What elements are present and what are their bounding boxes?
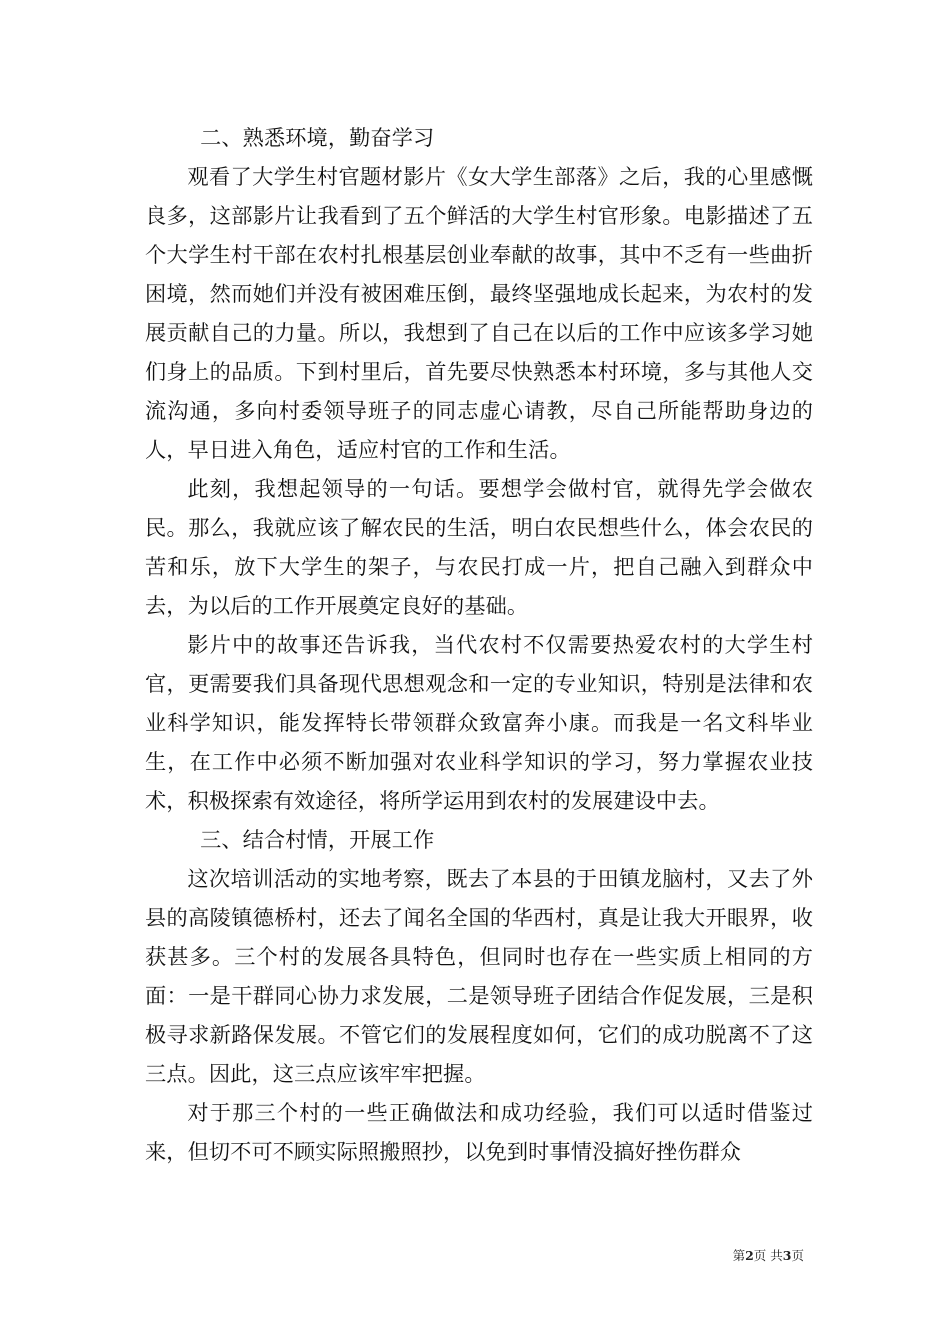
body-paragraph: 此刻，我想起领导的一句话。要想学会做村官，就得先学会做农民。那么，我就应该了解农民的生活，明白农民想些什么，体会农民的苦和乐，放下大学生的架子，与农民打成一片，把自己融入到群众中去，为以后的工作开展奠定良好的基础。 [145, 476, 813, 618]
body-paragraph: 这次培训活动的实地考察，既去了本县的于田镇龙脑村，又去了外县的高陵镇德桥村，还去了闻名全国的华西村，真是让我大开眼界，收获甚多。三个村的发展各具特色，但同时也存在一些实质上相同的方面：一是干群同心协力求发展，二是领导班子团结合作促发展，三是积极寻求新路保发展。不管它们的发展程度如何，它们的成功脱离不了这三点。因此，这三点应该牢牢把握。 [145, 866, 813, 1086]
footer-current-page: 2 [745, 1248, 754, 1263]
body-paragraph: 对于那三个村的一些正确做法和成功经验，我们可以适时借鉴过来，但切不可不顾实际照搬照抄，以免到时事情没搞好挫伤群众 [145, 1100, 813, 1164]
page-number-footer [733, 1246, 804, 1264]
body-paragraph: 影片中的故事还告诉我，当代农村不仅需要热爱农村的大学生村官，更需要我们具备现代思想观念和一定的专业知识，特别是法律和农业科学知识，能发挥特长带领群众致富奔小康。而我是一名文科毕业生，在工作中必须不断加强对农业科学知识的学习，努力掌握农业技术，积极探索有效途径，将所学运用到农村的发展建设中去。 [145, 632, 813, 813]
body-paragraph: 观看了大学生村官题材影片《女大学生部落》之后，我的心里感慨良多，这部影片让我看到了五个鲜活的大学生村官形象。电影描述了五个大学生村干部在农村扎根基层创业奉献的故事，其中不乏有一些曲折困境，然而她们并没有被困难压倒，最终坚强地成长起来，为农村的发展贡献自己的力量。所以，我想到了自己在以后的工作中应该多学习她们身上的品质。下到村里后，首先要尽快熟悉本村环境，多与其他人交流沟通，多向村委领导班子的同志虚心请教，尽自己所能帮助身边的人，早日进入角色，适应村官的工作和生活。 [145, 164, 813, 462]
footer-middle: 页 共 [753, 1248, 783, 1263]
section-heading-2: 二、熟悉环境，勤奋学习 [200, 125, 435, 150]
footer-total-pages: 3 [782, 1248, 792, 1263]
document-body [145, 118, 813, 1171]
section-heading-3: 三、结合村情，开展工作 [200, 827, 435, 852]
footer-prefix: 第 [732, 1248, 746, 1263]
footer-suffix: 页 [791, 1248, 804, 1263]
